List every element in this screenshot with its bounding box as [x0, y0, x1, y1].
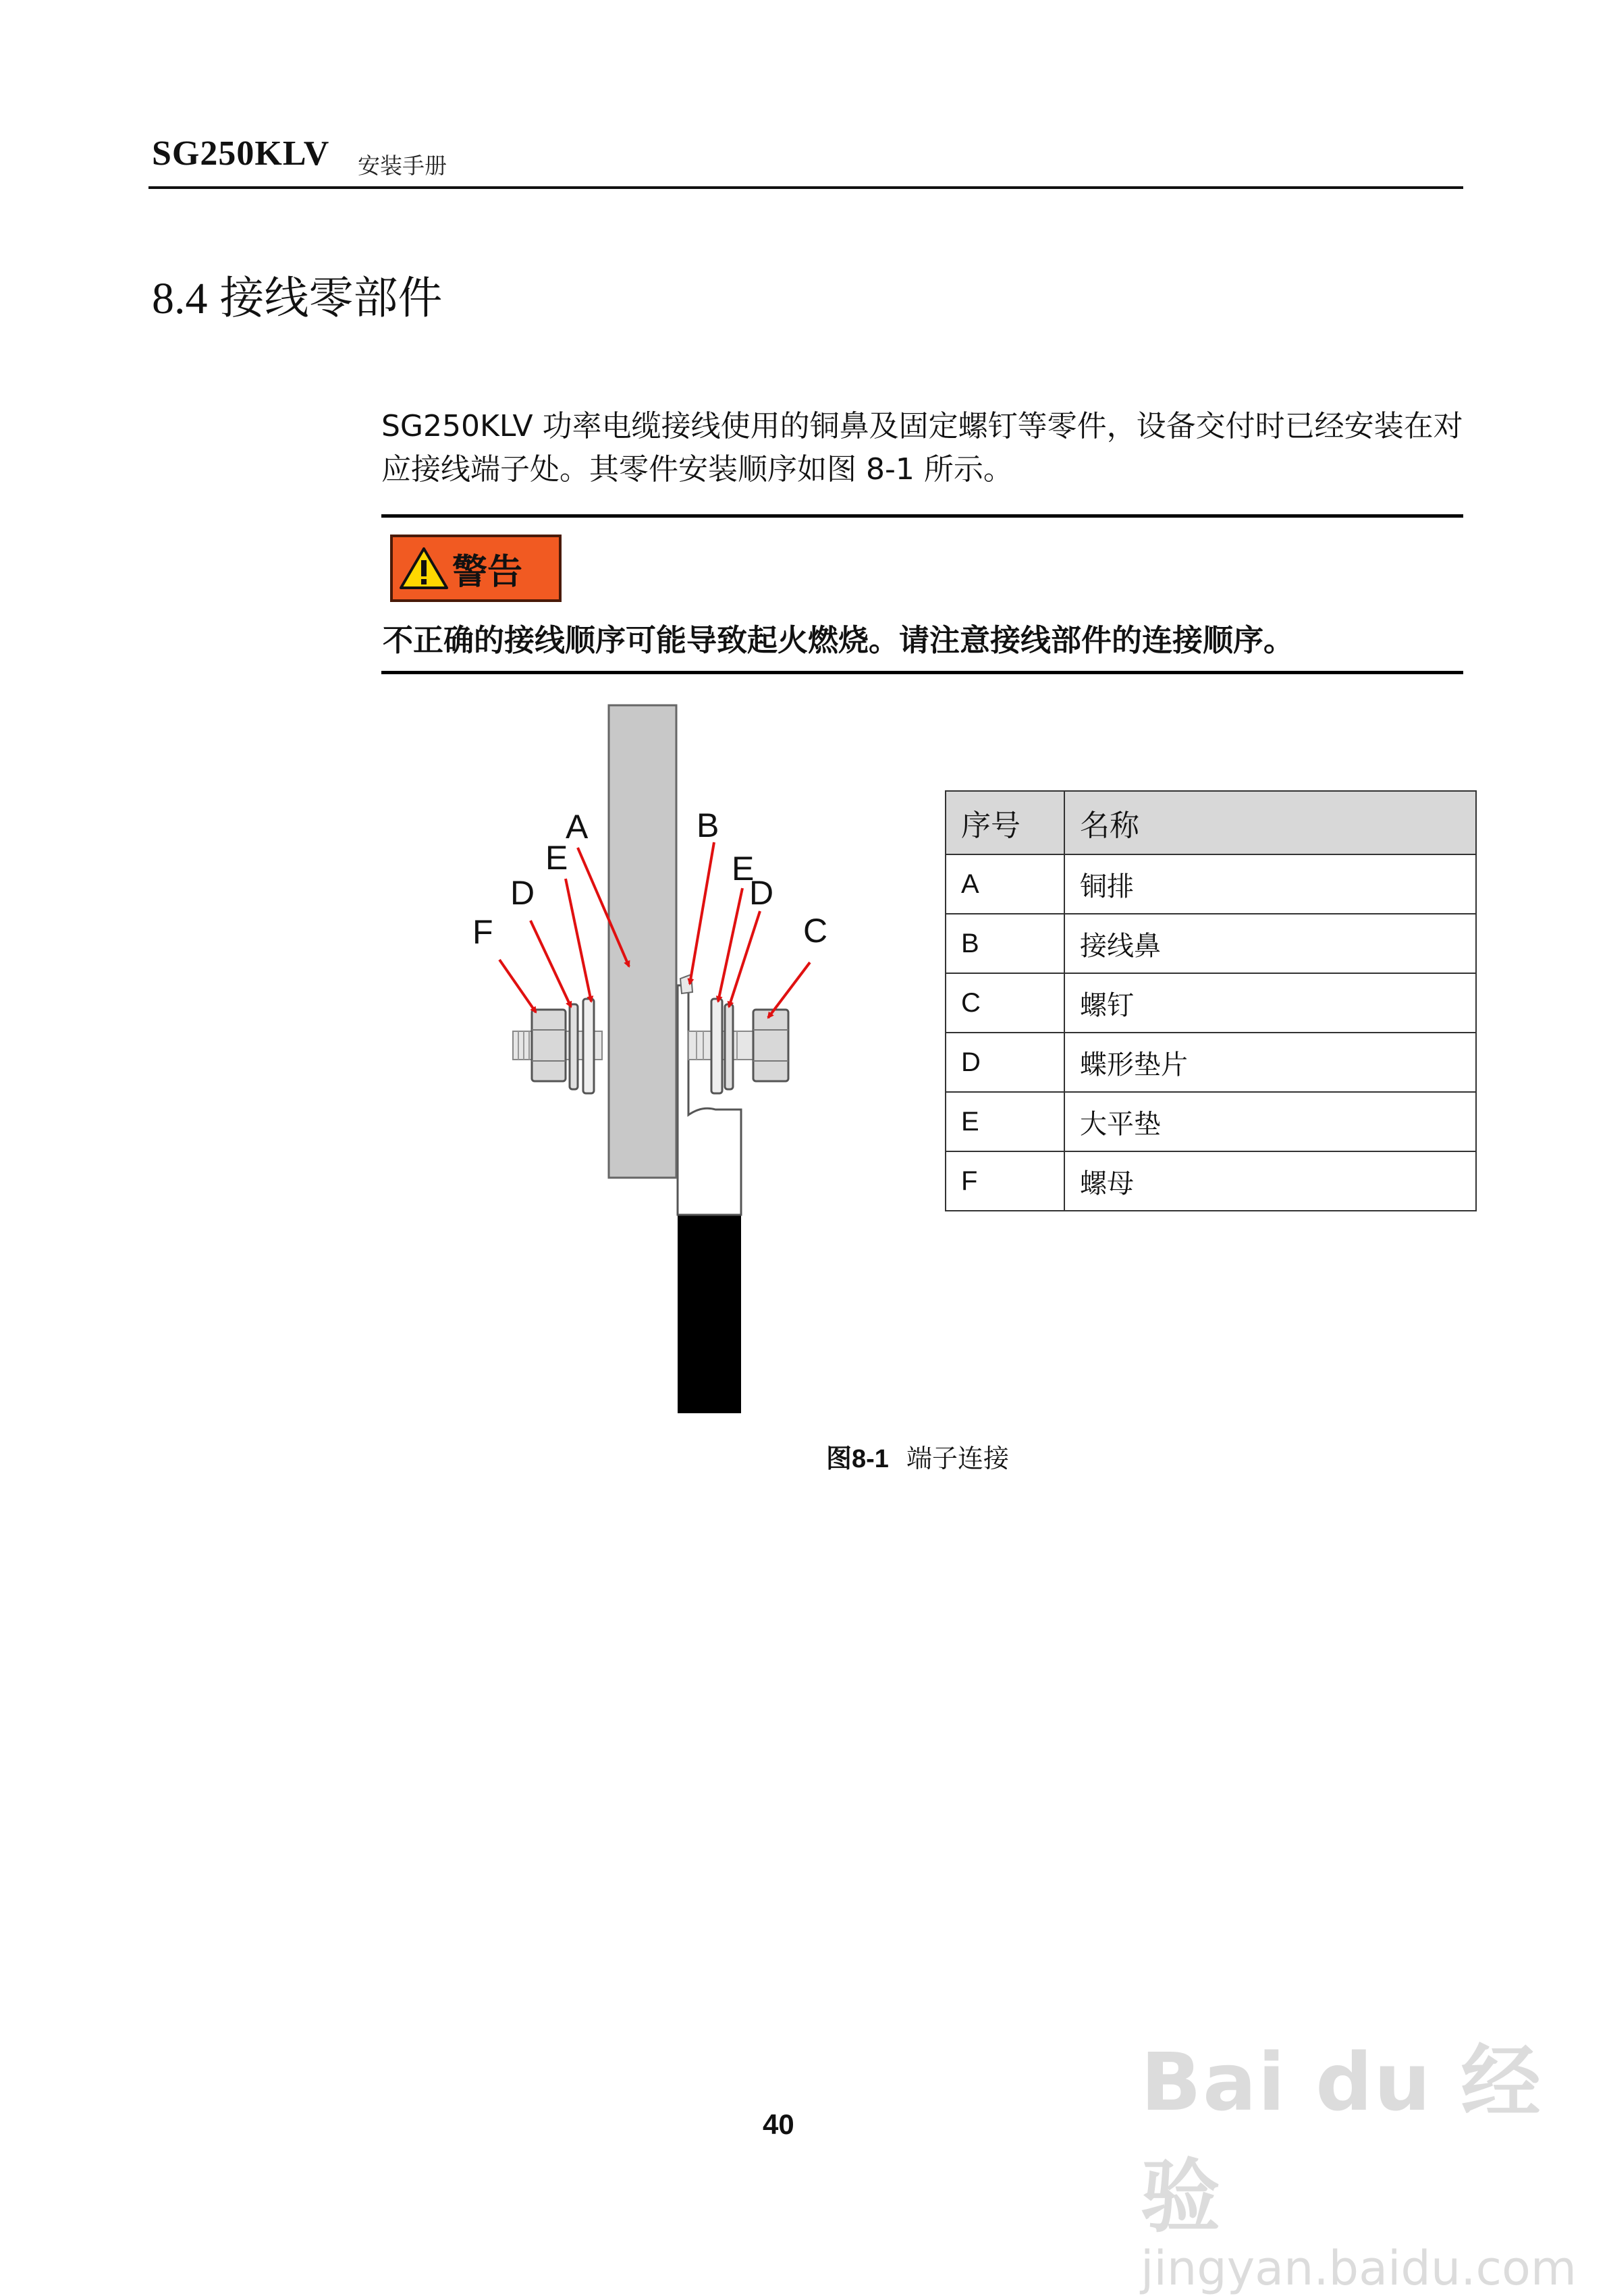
part-code: A — [946, 854, 1064, 914]
label-D-right: D — [749, 874, 774, 912]
label-E-right: E — [732, 850, 755, 887]
table-row — [946, 914, 1476, 973]
figure-title: 端子连接 — [906, 1444, 1009, 1473]
part-code: D — [946, 1033, 1064, 1092]
table-row — [946, 1033, 1476, 1092]
warning-triangle-icon — [400, 547, 448, 590]
warning-badge — [390, 535, 562, 602]
manual-model-name: SG250KLV — [152, 134, 330, 173]
part-code: B — [946, 914, 1064, 973]
header-divider — [148, 186, 1463, 189]
bolt-head — [753, 1010, 788, 1081]
warning-text: 不正确的接线顺序可能导致起火燃烧。请注意接线部件的连接顺序。 — [383, 622, 1295, 658]
warning-bottom-rule — [381, 671, 1463, 674]
label-A: A — [566, 808, 589, 846]
watermark-url: jingyan.baidu.com — [1141, 2241, 1577, 2296]
label-B: B — [697, 807, 719, 844]
cable — [678, 1213, 741, 1413]
part-code: F — [946, 1151, 1064, 1211]
baidu-watermark — [1141, 2018, 1607, 2296]
table-row — [946, 1151, 1476, 1211]
table-header-row — [946, 791, 1476, 854]
table-row — [946, 1092, 1476, 1151]
nut-left — [532, 1010, 566, 1081]
label-F: F — [472, 913, 493, 951]
butterfly-washer-left — [570, 1004, 578, 1089]
section-number: 8.4 — [152, 274, 208, 323]
warning-top-rule — [381, 514, 1463, 518]
part-name: 接线鼻 — [1064, 914, 1476, 973]
arrow-E-left — [566, 879, 591, 1002]
parts-table — [945, 790, 1477, 1211]
part-name: 螺母 — [1064, 1151, 1476, 1211]
warning-badge-label: 警告 — [452, 551, 523, 593]
part-name: 蝶形垫片 — [1064, 1033, 1476, 1092]
page-number: 40 — [763, 2108, 794, 2140]
arrow-B — [690, 842, 714, 984]
label-D-left: D — [510, 874, 535, 912]
figure-number: 图8-1 — [826, 1445, 889, 1473]
arrow-D-left — [530, 921, 571, 1007]
arrow-F — [499, 960, 536, 1012]
column-header-name: 名称 — [1064, 791, 1476, 854]
flat-washer-left — [583, 999, 594, 1093]
part-code: E — [946, 1092, 1064, 1151]
arrow-E-right — [718, 888, 742, 1002]
arrow-C — [768, 962, 810, 1018]
body-paragraph: SG250KLV 功率电缆接线使用的铜鼻及固定螺钉等零件，设备交付时已经安装在对应接线端子处。其零件安装顺序如图 8-1 所示。 — [381, 409, 1463, 487]
table-row — [946, 973, 1476, 1033]
manual-subtitle: 安装手册 — [358, 153, 447, 179]
watermark-logo-text: Bai du 经验 — [1141, 2035, 1542, 2243]
part-name: 螺钉 — [1064, 973, 1476, 1033]
column-header-number: 序号 — [946, 791, 1064, 854]
section-title: 接线零部件 — [219, 272, 443, 324]
part-name: 大平垫 — [1064, 1092, 1476, 1151]
part-name: 铜排 — [1064, 854, 1476, 914]
label-E-left: E — [545, 839, 568, 877]
figure-caption — [826, 1438, 1009, 1475]
section-heading — [152, 271, 443, 326]
flat-washer-right — [711, 999, 722, 1093]
terminal-connection-diagram — [459, 702, 931, 1417]
label-C: C — [803, 912, 828, 950]
part-code: C — [946, 973, 1064, 1033]
butterfly-washer-right — [725, 1004, 733, 1089]
table-row — [946, 854, 1476, 914]
